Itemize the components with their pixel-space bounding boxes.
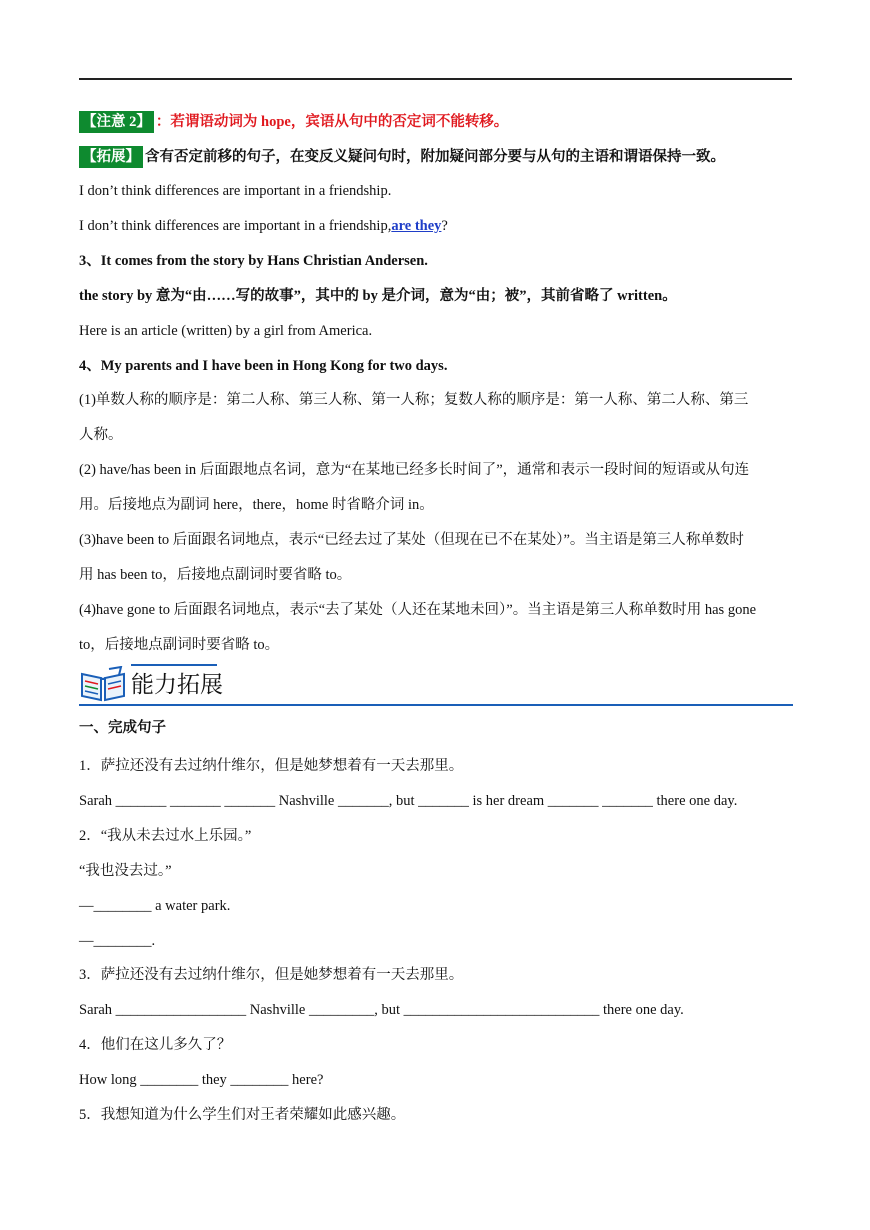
note-2-tag: 【注意 2】 xyxy=(79,111,154,133)
question-5: 5．我想知道为什么学生们对王者荣耀如此感兴趣。 xyxy=(79,1107,406,1123)
question-3: 3．萨拉还没有去过纳什维尔，但是她梦想着有一天去那里。 xyxy=(79,967,464,983)
example-2-end: ? xyxy=(441,218,448,234)
question-4: 4．他们在这儿多久了？ xyxy=(79,1037,232,1053)
question-1-blanks: Sarah _______ _______ _______ Nashville _______, but _______ is her dream _______ _______ there one day. xyxy=(79,793,738,809)
item-4-point-3b: 用 has been to，后接地点副词时要省略 to。 xyxy=(79,567,352,583)
section-header xyxy=(79,662,793,708)
example-sentence-1: I don’t think differences are important in a friendship. xyxy=(79,183,392,199)
item-4-point-2a: (2) have/has been in 后面跟地点名词，意为“在某地已经多长时间了”，通常和表示一段时间的短语或从句连 xyxy=(79,462,750,478)
question-2: 2．“我从未去过水上乐园。” xyxy=(79,828,252,844)
section-title: 能力拓展 xyxy=(131,672,223,698)
note-2-line xyxy=(79,111,799,133)
question-3-blanks: Sarah __________________ Nashville _________, but ___________________________ there one day. xyxy=(79,1002,684,1018)
item-3-example: Here is an article (written) by a girl from America. xyxy=(79,323,373,339)
item-4-point-4b: to，后接地点副词时要省略 to。 xyxy=(79,637,280,653)
question-2-blank-1: —________ a water park. xyxy=(79,898,231,914)
item-3-title: 3、It comes from the story by Hans Christian Andersen. xyxy=(79,253,428,269)
item-4-point-2b: 用。后接地点为副词 here，there，home 时省略介词 in。 xyxy=(79,497,434,513)
item-4-point-3a: (3)have been to 后面跟名词地点，表示“已经去过了某处（但现在已不在某处）”。当主语是第三人称单数时 xyxy=(79,532,744,548)
expand-line xyxy=(79,146,799,168)
item-4-title: 4、My parents and I have been in Hong Kong for two days. xyxy=(79,358,448,374)
question-4-blanks: How long ________ they ________ here? xyxy=(79,1072,324,1088)
question-1: 1．萨拉还没有去过纳什维尔，但是她梦想着有一天去那里。 xyxy=(79,758,464,774)
tag-question-link[interactable]: are they xyxy=(391,218,442,234)
exercise-heading: 一、完成句子 xyxy=(79,720,166,736)
example-2-main: I don’t think differences are important in a friendship, xyxy=(79,218,392,234)
item-3-explanation: the story by 意为“由……写的故事”，其中的 by 是介词，意为“由；被”，其前省略了 written。 xyxy=(79,288,677,304)
note-2-text: 若谓语动词为 hope，宾语从句中的否定词不能转移。 xyxy=(170,114,509,130)
open-book-icon xyxy=(79,666,127,702)
example-sentence-2 xyxy=(79,216,799,236)
note-2-separator: ： xyxy=(155,114,171,130)
expand-text: 含有否定前移的句子，在变反义疑问句时，附加疑问部分要与从句的主语和谓语保持一致。 xyxy=(145,149,725,165)
question-2-reply: “我也没去过。” xyxy=(79,863,172,879)
expand-tag: 【拓展】 xyxy=(79,146,143,168)
item-4-point-1a: (1)单数人称的顺序是：第二人称、第三人称、第一人称；复数人称的顺序是：第一人称、第二人称、第三 xyxy=(79,392,749,408)
item-4-point-1b: 人称。 xyxy=(79,427,123,443)
question-2-blank-2: —________. xyxy=(79,933,156,949)
section-rule xyxy=(79,704,793,706)
section-accent-line xyxy=(131,664,217,666)
item-4-point-4a: (4)have gone to 后面跟名词地点，表示“去了某处（人还在某地未回）”。当主语是第三人称单数时用 has gone xyxy=(79,602,757,618)
header-rule xyxy=(79,78,792,80)
